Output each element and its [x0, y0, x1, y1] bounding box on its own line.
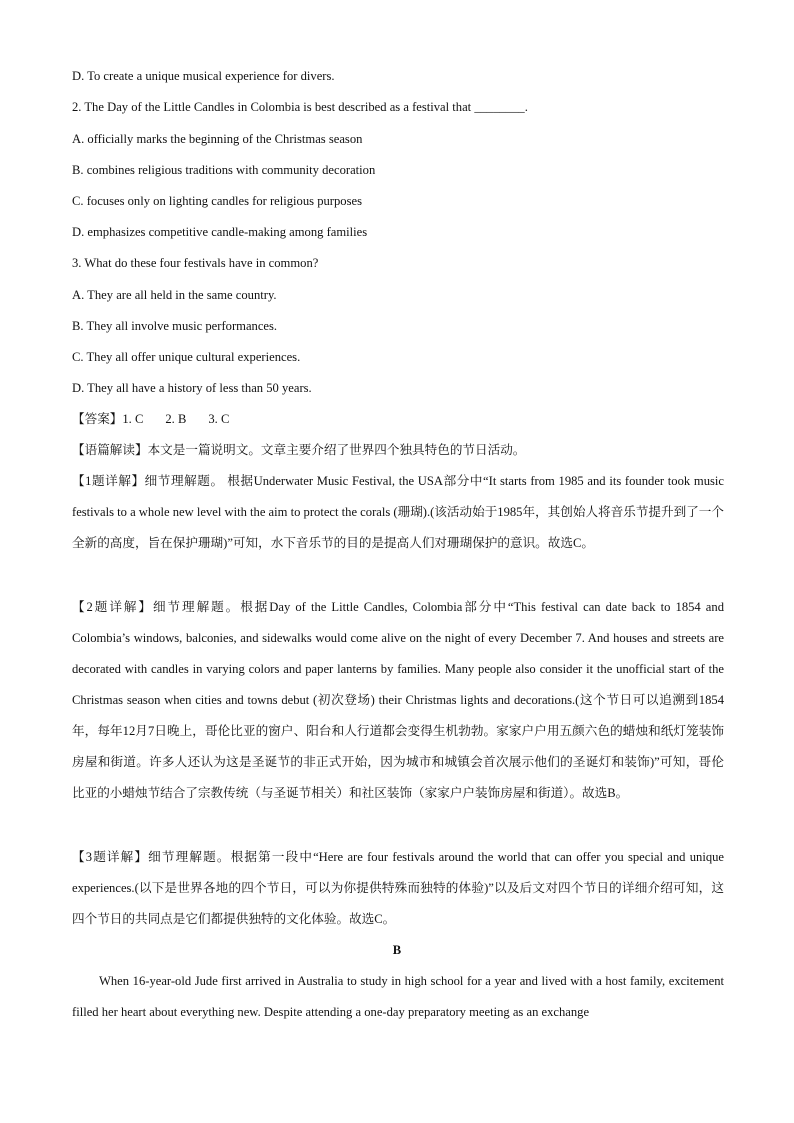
q2-option-c: C. focuses only on lighting candles for religious purposes — [72, 194, 362, 208]
answer-label: 【答案】 — [72, 412, 123, 426]
q3-option-b: B. They all involve music performances. — [72, 319, 278, 333]
answer-3: 3. C — [208, 412, 230, 426]
q3-option-d: D. They all have a history of less than 50 years. — [72, 381, 312, 395]
detail-3: 【3题详解】细节理解题。根据第一段中“Here are four festivals around the world that can offer you special and unique experiences.(以下是世界各地的四个节日，可以为你提供特殊而独特的体验)”以及后文对四个节日的详细介绍可知，这四个节日的共同点是它们都提供独特的文化体验。故选C。 — [72, 850, 724, 926]
passage-b-paragraph: When 16-year-old Jude first arrived in Australia to study in high school for a year and lived with a host family, excitement filled her heart about everything new. Despite attending a one-day preparatory meeting as an exchange — [72, 974, 724, 1019]
detail-1: 【1题详解】细节理解题。 根据Underwater Music Festival, the USA部分中“It starts from 1985 and its founder took music festivals to a whole new level with the aim to protect the corals (珊瑚).(该活动始于1985年，其创始人将音乐节提升到了一个全新的高度，旨在保护珊瑚)”可知，水下音乐节的目的是提高人们对珊瑚保护的意识。故选C。 — [72, 474, 724, 550]
q2-option-b: B. combines religious traditions with community decoration — [72, 163, 376, 177]
q2-option-d: D. emphasizes competitive candle-making among families — [72, 225, 368, 239]
q3-option-a: A. They are all held in the same country. — [72, 288, 277, 302]
answer-line — [72, 411, 724, 427]
detail-2: 【2题详解】细节理解题。根据Day of the Little Candles, Colombia部分中“This festival can date back to 1854 and Colombia’s windows, balconies, and sidewalks would come alive on the night of every December 7. And houses and streets are decorated with candles in varying colors and paper lanterns by families. Many people also consider it the unofficial start of the Christmas season when cities and towns debut (初次登场) their Christmas lights and decorations.(这个节日可以追溯到1854年，每年12月7日晚上，哥伦比亚的窗户、阳台和人行道都会变得生机勃勃。家家户户用五颜六色的蜡烛和纸灯笼装饰房屋和街道。许多人还认为这是圣诞节的非正式开始，因为城市和城镇会首次展示他们的圣诞灯和装饰)”可知，哥伦比亚的小蜡烛节结合了宗教传统（与圣诞节相关）和社区装饰（家家户户装饰房屋和街道）。故选B。 — [72, 600, 724, 800]
answer-1: 1. C — [122, 412, 144, 426]
q1-option-d: D. To create a unique musical experience for divers. — [72, 69, 335, 83]
text-analysis: 【语篇解读】本文是一篇说明文。文章主要介绍了世界四个独具特色的节日活动。 — [72, 443, 526, 457]
section-b-title: B — [392, 943, 402, 957]
q2-option-a: A. officially marks the beginning of the Christmas season — [72, 132, 363, 146]
answer-2: 2. B — [165, 412, 187, 426]
q3-option-c: C. They all offer unique cultural experiences. — [72, 350, 301, 364]
q2-stem: 2. The Day of the Little Candles in Colombia is best described as a festival that ________. — [72, 100, 528, 114]
q3-stem: 3. What do these four festivals have in common? — [72, 256, 319, 270]
